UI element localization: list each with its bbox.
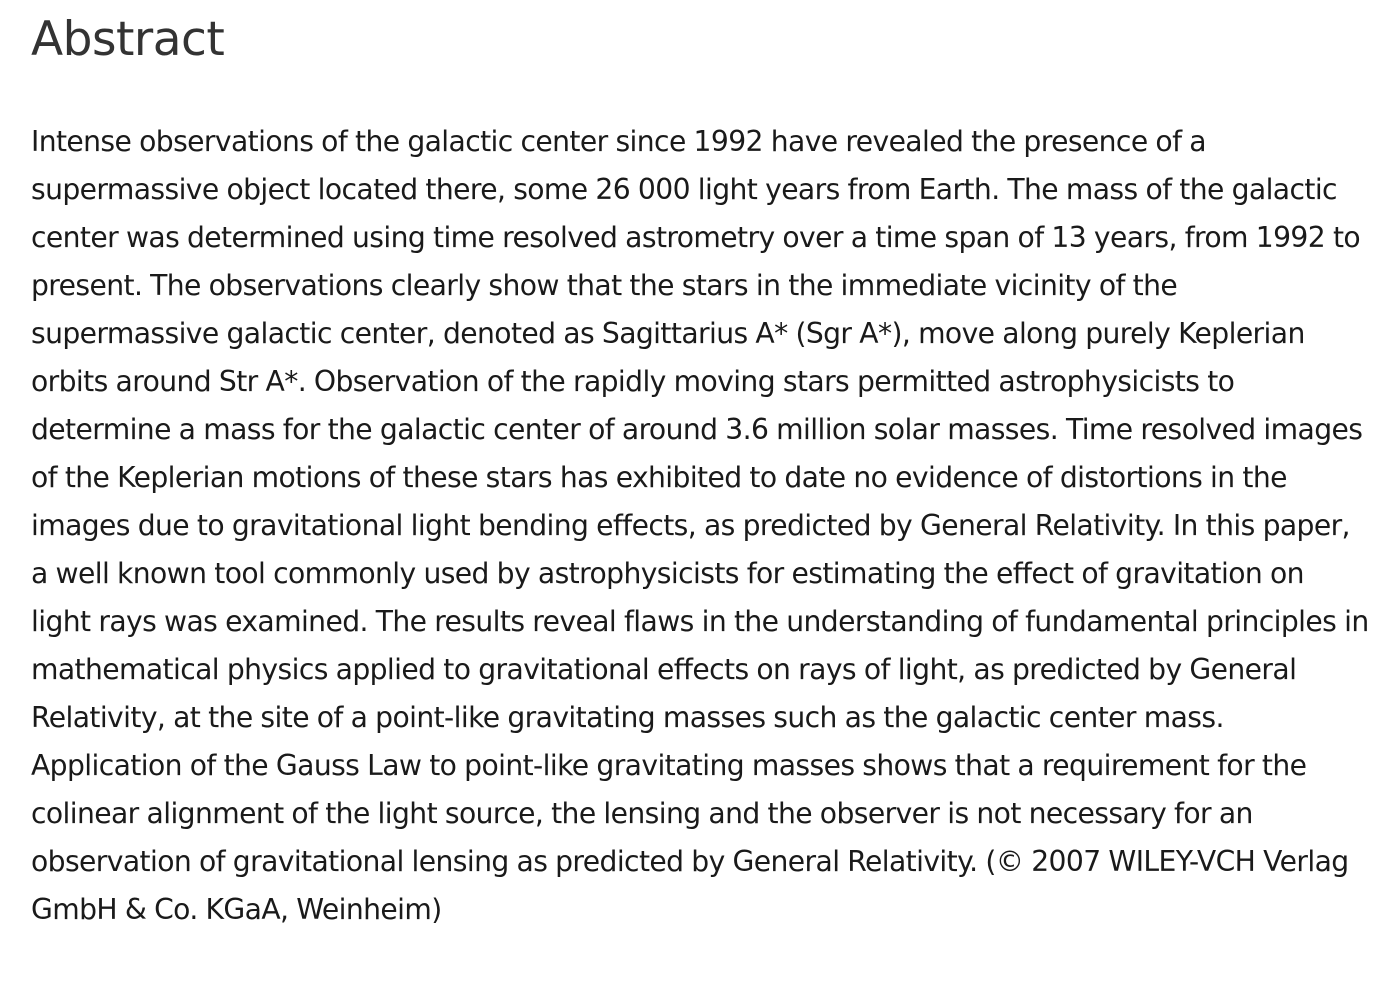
- abstract-heading: Abstract: [31, 12, 225, 67]
- abstract-section: [31, 0, 1371, 934]
- abstract-body-text: Intense observations of the galactic center since 1992 have revealed the presence of a supermassive object located there, some 26 000 light years from Earth. The mass of the galactic center was determined using time resolved astrometry over a time span of 13 years, from 1992 to present. The observations clearly show that the stars in the immediate vicinity of the supermassive galactic center, denoted as Sagittarius A* (Sgr A*), move along purely Keplerian orbits around Str A*. Observation of the rapidly moving stars permitted astrophysicists to determine a mass for the galactic center of around 3.6 million solar masses. Time resolved images of the Keplerian motions of these stars has exhibited to date no evidence of distortions in the images due to gravitational light bending effects, as predicted by General Relativity. In this paper, a well known tool commonly used by astrophysicists for estimating the effect of gravitation on light rays was examined. The results reveal flaws in the understanding of fundamental principles in mathematical physics applied to gravitational effects on rays of light, as predicted by General Relativity, at the site of a point-like gravitating masses such as the galactic center mass. Application of the Gauss Law to point-like gravitating masses shows that a requirement for the colinear alignment of the light source, the lensing and the observer is not necessary for an observation of gravitational lensing as predicted by General Relativity. (© 2007 WILEY-VCH Verlag GmbH & Co. KGaA, Weinheim): [31, 125, 1369, 926]
